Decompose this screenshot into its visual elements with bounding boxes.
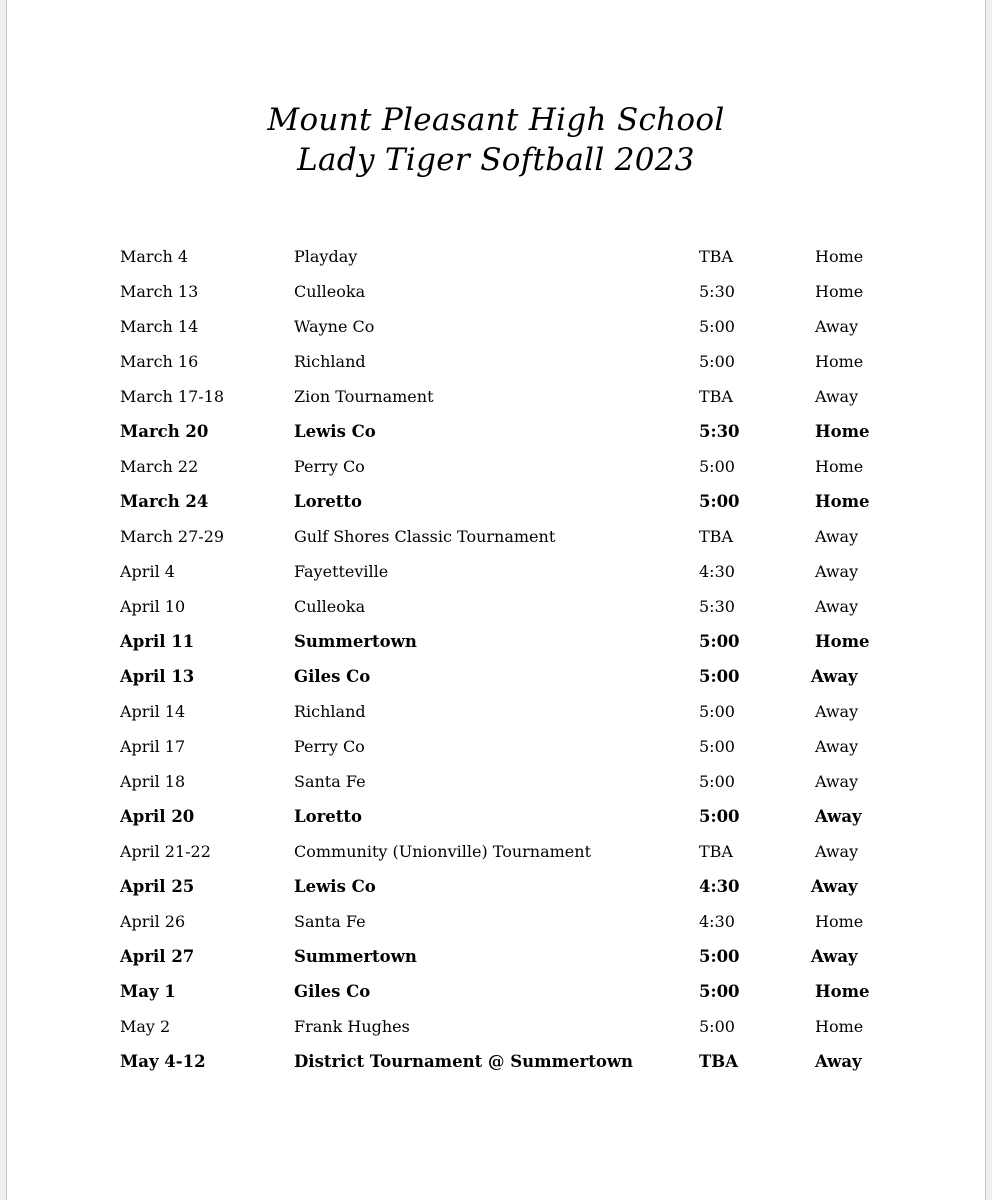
game-time: 5:00	[699, 1017, 735, 1036]
game-date: March 14	[120, 317, 199, 336]
schedule-row	[7, 239, 987, 274]
schedule-row	[7, 694, 987, 729]
game-location: Away	[815, 317, 859, 336]
game-location: Home	[815, 422, 870, 441]
game-date: May 4-12	[120, 1052, 206, 1071]
game-date: April 27	[120, 947, 195, 966]
game-date: April 4	[120, 562, 175, 581]
schedule-row	[7, 1009, 987, 1044]
game-time: 5:00	[699, 982, 740, 1001]
game-time: 5:00	[699, 772, 735, 791]
game-date: March 20	[120, 422, 209, 441]
team-season: Lady Tiger Softball 2023	[297, 142, 695, 178]
schedule-row	[7, 904, 987, 939]
game-opponent: Loretto	[294, 807, 363, 826]
game-date: April 17	[120, 737, 186, 756]
game-location: Home	[815, 982, 870, 1001]
schedule-list	[7, 239, 987, 1079]
game-date: April 14	[120, 702, 186, 721]
game-date: March 17-18	[120, 387, 225, 406]
game-time: 4:30	[699, 562, 735, 581]
game-opponent: Perry Co	[294, 737, 365, 756]
game-opponent: Summertown	[294, 632, 417, 651]
schedule-row	[7, 449, 987, 484]
schedule-row	[7, 624, 987, 659]
game-location: Away	[815, 1052, 862, 1071]
game-date: April 18	[120, 772, 186, 791]
schedule-row	[7, 729, 987, 764]
game-opponent: Playday	[294, 247, 358, 266]
game-date: March 4	[120, 247, 189, 266]
game-location: Home	[815, 632, 870, 651]
game-opponent: Community (Unionville) Tournament	[294, 842, 592, 861]
schedule-row	[7, 309, 987, 344]
schedule-row	[7, 414, 987, 449]
game-location: Away	[815, 562, 859, 581]
game-opponent: Perry Co	[294, 457, 365, 476]
game-opponent: Lewis Co	[294, 877, 376, 896]
game-location: Away	[811, 877, 858, 896]
game-location: Away	[815, 702, 859, 721]
game-date: April 20	[120, 807, 195, 826]
game-location: Away	[815, 387, 859, 406]
game-time: 5:30	[699, 597, 735, 616]
game-time: TBA	[699, 1052, 739, 1071]
game-location: Away	[815, 807, 862, 826]
game-time: TBA	[699, 842, 733, 861]
game-date: March 22	[120, 457, 199, 476]
game-opponent: Culleoka	[294, 282, 366, 301]
game-time: 5:00	[699, 667, 740, 686]
game-time: 5:00	[699, 492, 740, 511]
game-opponent: Gulf Shores Classic Tournament	[294, 527, 556, 546]
game-date: April 10	[120, 597, 186, 616]
game-location: Home	[815, 352, 864, 371]
game-opponent: Santa Fe	[294, 912, 366, 931]
game-location: Away	[815, 737, 859, 756]
game-time: 4:30	[699, 912, 735, 931]
game-location: Home	[815, 282, 864, 301]
game-location: Home	[815, 1017, 864, 1036]
game-opponent: Summertown	[294, 947, 417, 966]
game-location: Home	[815, 912, 864, 931]
document-title	[7, 100, 985, 180]
game-opponent: Culleoka	[294, 597, 366, 616]
game-time: 4:30	[699, 877, 740, 896]
game-opponent: District Tournament @ Summertown	[294, 1052, 634, 1071]
school-name: Mount Pleasant High School	[267, 102, 725, 138]
schedule-row	[7, 484, 987, 519]
game-date: March 16	[120, 352, 199, 371]
game-time: 5:00	[699, 702, 735, 721]
game-date: April 25	[120, 877, 195, 896]
game-time: 5:00	[699, 737, 735, 756]
game-time: 5:00	[699, 457, 735, 476]
schedule-row	[7, 379, 987, 414]
game-date: April 11	[120, 632, 195, 651]
game-time: TBA	[699, 247, 733, 266]
game-time: 5:00	[699, 947, 740, 966]
game-opponent: Santa Fe	[294, 772, 366, 791]
schedule-row	[7, 974, 987, 1009]
game-date: April 21-22	[120, 842, 211, 861]
game-date: March 13	[120, 282, 199, 301]
game-time: TBA	[699, 387, 733, 406]
schedule-row	[7, 554, 987, 589]
game-opponent: Fayetteville	[294, 562, 389, 581]
schedule-row	[7, 659, 987, 694]
game-opponent: Lewis Co	[294, 422, 376, 441]
game-location: Away	[815, 842, 859, 861]
game-location: Away	[811, 947, 858, 966]
game-date: March 27-29	[120, 527, 225, 546]
game-opponent: Richland	[294, 352, 366, 371]
game-date: April 26	[120, 912, 186, 931]
schedule-row	[7, 519, 987, 554]
game-time: 5:00	[699, 352, 735, 371]
game-date: May 1	[120, 982, 176, 1001]
game-time: 5:00	[699, 632, 740, 651]
schedule-row	[7, 869, 987, 904]
schedule-row	[7, 589, 987, 624]
game-opponent: Zion Tournament	[294, 387, 434, 406]
game-time: 5:30	[699, 422, 740, 441]
document-page	[6, 0, 986, 1200]
game-date: May 2	[120, 1017, 171, 1036]
schedule-row	[7, 344, 987, 379]
schedule-row	[7, 274, 987, 309]
schedule-row	[7, 1044, 987, 1079]
game-location: Away	[811, 667, 858, 686]
game-date: April 13	[120, 667, 195, 686]
schedule-row	[7, 834, 987, 869]
game-opponent: Giles Co	[294, 982, 371, 1001]
game-location: Home	[815, 247, 864, 266]
game-location: Home	[815, 457, 864, 476]
game-time: 5:30	[699, 282, 735, 301]
game-location: Away	[815, 597, 859, 616]
game-opponent: Wayne Co	[294, 317, 375, 336]
game-opponent: Richland	[294, 702, 366, 721]
game-time: 5:00	[699, 807, 740, 826]
game-opponent: Loretto	[294, 492, 363, 511]
schedule-row	[7, 799, 987, 834]
game-opponent: Giles Co	[294, 667, 371, 686]
game-location: Away	[815, 772, 859, 791]
game-opponent: Frank Hughes	[294, 1017, 410, 1036]
game-date: March 24	[120, 492, 209, 511]
schedule-row	[7, 939, 987, 974]
game-location: Home	[815, 492, 870, 511]
game-time: TBA	[699, 527, 733, 546]
schedule-row	[7, 764, 987, 799]
game-time: 5:00	[699, 317, 735, 336]
game-location: Away	[815, 527, 859, 546]
